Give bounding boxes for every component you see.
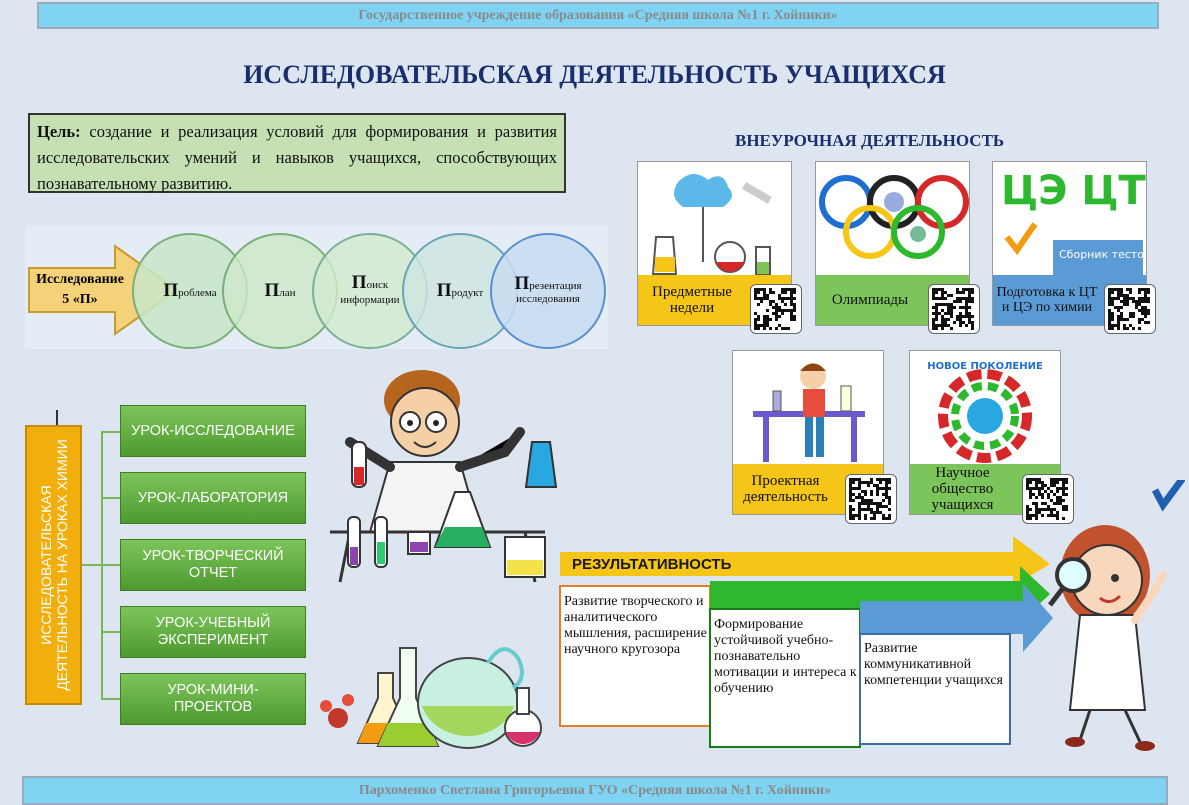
lesson-mini-projects: УРОК-МИНИ-ПРОЕКТОВ bbox=[120, 673, 306, 725]
vertical-tick bbox=[56, 410, 58, 425]
result-item-1: Развитие творческого и аналитического мышления, расширение научного кругозора bbox=[564, 594, 707, 657]
lesson-creative-report: УРОК-ТВОРЧЕСКИЙ ОТЧЕТ bbox=[120, 539, 306, 591]
chemistry-flasks-icon bbox=[318, 628, 558, 758]
vertical-label-text: ИССЛЕДОВАТЕЛЬСКАЯ ДЕЯТЕЛЬНОСТЬ НА УРОКАХ ХИМИИ bbox=[37, 439, 70, 691]
lesson-experiment: УРОК-УЧЕБНЫЙ ЭКСПЕРИМЕНТ bbox=[120, 606, 306, 658]
circle-plan-text: лан bbox=[279, 287, 296, 299]
research-arrow-label bbox=[30, 270, 130, 310]
card-ct-prep-label: Подготовка к ЦТ и ЦЭ по химии bbox=[993, 275, 1146, 325]
tree-branch-5 bbox=[101, 698, 121, 700]
circle-search-initial: П bbox=[351, 271, 367, 293]
footer-bar: Пархоменко Светлана Григорьевна ГУО «Средняя школа №1 г. Хойники» bbox=[22, 776, 1168, 805]
circle-presentation bbox=[490, 233, 606, 349]
tree-branch-2 bbox=[101, 497, 121, 499]
test-book-icon bbox=[993, 162, 1146, 277]
arrow-line-2: 5 «П» bbox=[62, 292, 98, 307]
results-title: РЕЗУЛЬТАТИВНОСТЬ bbox=[572, 556, 732, 573]
lab-flasks-icon bbox=[638, 162, 791, 277]
circle-search-text-2: информации bbox=[340, 293, 400, 306]
circle-plan-initial: П bbox=[264, 280, 280, 301]
card-subject-weeks-label: Предметные недели bbox=[638, 275, 791, 325]
olympic-rings-icon bbox=[816, 162, 969, 277]
circle-problem-initial: П bbox=[163, 280, 179, 301]
cover-big-text: ЦЭ ЦТ bbox=[1001, 168, 1146, 214]
lessons-vertical-label bbox=[25, 425, 82, 705]
circle-product-text: родукт bbox=[451, 287, 484, 299]
circle-presentation-text: резентация bbox=[529, 279, 582, 292]
card-olympiads-label: Олимпиады bbox=[816, 275, 969, 325]
circle-product-initial: П bbox=[436, 280, 452, 301]
goal-text: создание и реализация условий для формирования и развития исследовательских умений и навыков учащихся, способствующих познавательному развитию. bbox=[37, 122, 557, 193]
qr-code-olympiads-icon[interactable] bbox=[928, 284, 980, 334]
page-title: ИССЛЕДОВАТЕЛЬСКАЯ ДЕЯТЕЛЬНОСТЬ УЧАЩИХСЯ bbox=[243, 60, 946, 89]
society-logo-icon bbox=[910, 351, 1060, 463]
qr-code-project-activity-icon[interactable] bbox=[845, 474, 897, 524]
goal-label: Цель: bbox=[37, 122, 81, 141]
goal-box bbox=[28, 113, 566, 193]
qr-code-subject-weeks-icon[interactable] bbox=[750, 284, 802, 334]
result-item-2: Формирование устойчивой учебно-познавательно мотивации и интереса к обучению bbox=[714, 617, 857, 696]
tree-branch-3 bbox=[101, 564, 121, 566]
qr-code-ct-prep-icon[interactable] bbox=[1104, 284, 1156, 334]
circle-search-text: оиск bbox=[366, 278, 389, 291]
card-student-society-label: Научное общество учащихся bbox=[910, 464, 1060, 514]
result-item-3: Развитие коммуникативной компетенции учащихся bbox=[864, 641, 1003, 688]
circle-presentation-text-2: исследования bbox=[516, 292, 580, 305]
tree-stem bbox=[82, 564, 102, 566]
girl-magnifier-icon bbox=[1035, 480, 1185, 755]
circle-problem-text: роблема bbox=[178, 287, 217, 299]
card-project-activity-label: Проектная деятельность bbox=[733, 464, 883, 514]
cover-small-text: Сборник тестов bbox=[1059, 248, 1146, 261]
scientist-boy-icon bbox=[733, 351, 883, 463]
tree-branch-4 bbox=[101, 631, 121, 633]
header-bar: Государственное учреждение образования «Средняя школа №1 г. Хойники» bbox=[37, 2, 1159, 29]
arrow-line-1: Исследование bbox=[36, 272, 124, 287]
circle-presentation-initial: П bbox=[514, 272, 530, 294]
lesson-research: УРОК-ИССЛЕДОВАНИЕ bbox=[120, 405, 306, 457]
tree-branch-1 bbox=[101, 431, 121, 433]
scientist-kid-icon bbox=[330, 362, 580, 587]
society-logo-text: НОВОЕ ПОКОЛЕНИЕ bbox=[927, 361, 1043, 372]
extracurricular-title: ВНЕУРОЧНАЯ ДЕЯТЕЛЬНОСТЬ bbox=[735, 131, 1005, 150]
lesson-laboratory: УРОК-ЛАБОРАТОРИЯ bbox=[120, 472, 306, 524]
